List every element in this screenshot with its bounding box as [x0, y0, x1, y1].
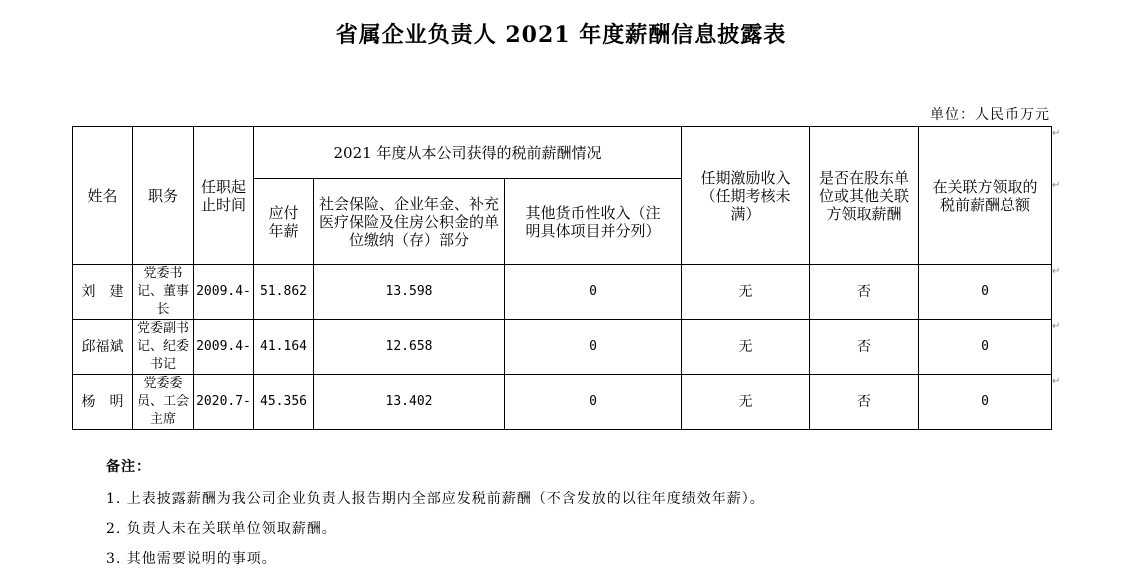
note-item: 2. 负责人未在关联单位领取薪酬。 [106, 521, 337, 537]
cell-related-total: 0 [919, 265, 1052, 320]
cell-name: 邱福斌 [73, 320, 133, 375]
header-salary: 应付年薪 [254, 179, 314, 265]
header-incentive: 任期激励收入（任期考核未满） [682, 127, 810, 265]
cell-tenure: 2009.4- [194, 265, 254, 320]
cell-name: 刘 建 [73, 265, 133, 320]
header-shareholder: 是否在股东单位或其他关联方领取薪酬 [810, 127, 919, 265]
cell-other: 0 [505, 265, 682, 320]
cell-shareholder: 否 [810, 320, 919, 375]
table-row [73, 320, 1052, 375]
cell-related-total: 0 [919, 320, 1052, 375]
cell-incentive: 无 [682, 320, 810, 375]
cell-social: 12.658 [314, 320, 505, 375]
header-name: 姓名 [73, 127, 133, 265]
page-title: 省属企业负责人 2021 年度薪酬信息披露表 [335, 22, 787, 48]
header-group-pretax: 2021 年度从本公司获得的税前薪酬情况 [254, 127, 682, 179]
cell-position: 党委副书记、纪委书记 [133, 320, 194, 375]
cell-name: 杨 明 [73, 375, 133, 430]
table-row [73, 375, 1052, 430]
notes-section [106, 456, 765, 578]
header-other: 其他货币性收入（注明具体项目并分列） [505, 179, 682, 265]
paragraph-mark-icon: ↵ [1052, 266, 1061, 277]
cell-other: 0 [505, 375, 682, 430]
header-related-total: 在关联方领取的税前薪酬总额 [919, 127, 1052, 265]
cell-social: 13.402 [314, 375, 505, 430]
cell-shareholder: 否 [810, 265, 919, 320]
cell-social: 13.598 [314, 265, 505, 320]
cell-shareholder: 否 [810, 375, 919, 430]
cell-salary: 41.164 [254, 320, 314, 375]
cell-salary: 45.356 [254, 375, 314, 430]
unit-label: 单位：人民币万元 [930, 107, 1050, 123]
note-item: 3. 其他需要说明的事项。 [106, 551, 277, 567]
paragraph-mark-icon: ↵ [1052, 321, 1061, 332]
salary-table [72, 126, 1052, 430]
paragraph-mark-icon: ↵ [1052, 376, 1061, 387]
cell-position: 党委书记、董事长 [133, 265, 194, 320]
cell-tenure: 2009.4- [194, 320, 254, 375]
cell-incentive: 无 [682, 265, 810, 320]
table-row [73, 265, 1052, 320]
cell-position: 党委委员、工会主席 [133, 375, 194, 430]
header-position: 职务 [133, 127, 194, 265]
cell-incentive: 无 [682, 375, 810, 430]
cell-tenure: 2020.7- [194, 375, 254, 430]
cell-related-total: 0 [919, 375, 1052, 430]
header-tenure: 任职起止时间 [194, 127, 254, 265]
paragraph-mark-icon: ↵ [1052, 128, 1061, 139]
paragraph-mark-icon: ↵ [1052, 180, 1061, 191]
cell-other: 0 [505, 320, 682, 375]
note-item: 1. 上表披露薪酬为我公司企业负责人报告期内全部应发税前薪酬（不含发放的以往年度绩效年薪）。 [106, 491, 765, 507]
cell-salary: 51.862 [254, 265, 314, 320]
header-social: 社会保险、企业年金、补充医疗保险及住房公积金的单位缴纳（存）部分 [314, 179, 505, 265]
notes-heading: 备注： [106, 459, 151, 475]
